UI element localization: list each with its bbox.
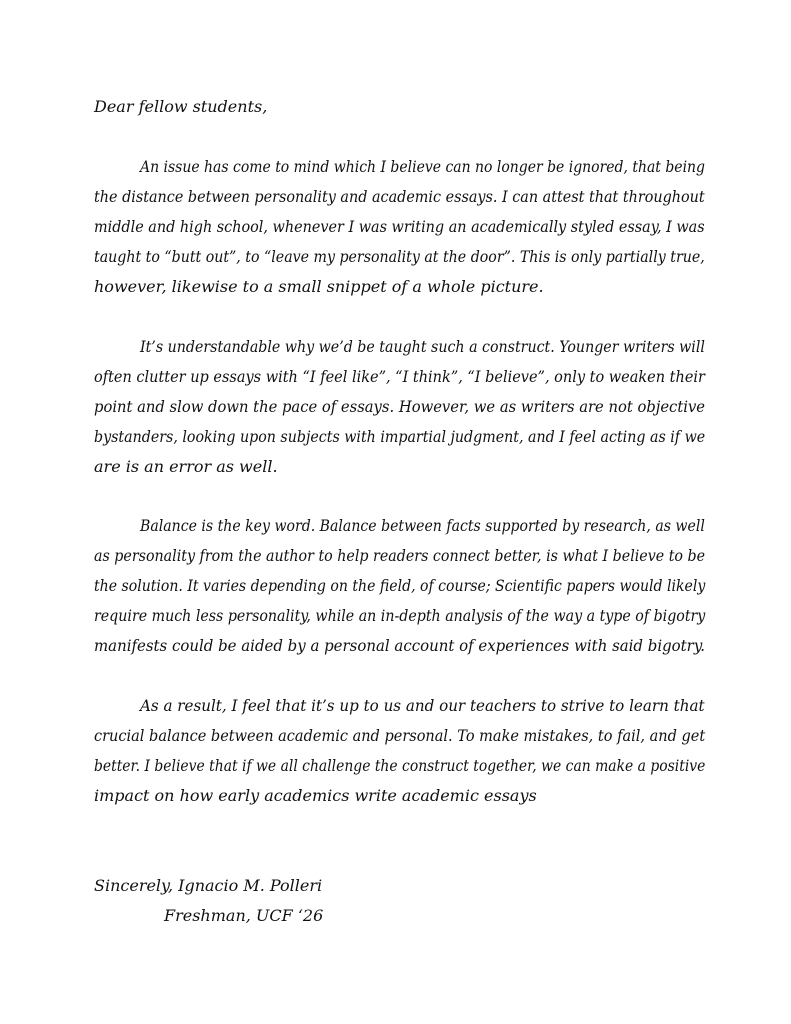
paragraph-line: manifests could be aided by a personal account of experiences with said bigotry. — [94, 636, 706, 655]
paragraph-line: require much less personality, while an in-depth analysis of the way a type of bigotry — [94, 606, 706, 625]
paragraph-line: the distance between personality and academic essays. I can attest that throughout — [94, 187, 705, 206]
greeting: Dear fellow students, — [94, 97, 268, 116]
paragraph-line: impact on how early academics write academic essays — [94, 786, 537, 805]
paragraph-line: as personality from the author to help readers connect better, is what I believe to be — [94, 546, 706, 565]
paragraph-line: crucial balance between academic and personal. To make mistakes, to fail, and get — [94, 726, 706, 745]
paragraph-line: the solution. It varies depending on the field, of course; Scientific papers would likely — [94, 576, 706, 595]
closing-signature: Sincerely, Ignacio M. Polleri — [94, 876, 323, 895]
paragraph-line: Balance is the key word. Balance between facts supported by research, as well — [140, 516, 705, 535]
paragraph-line: taught to “butt out”, to “leave my personality at the door”. This is only partially true, — [94, 247, 705, 266]
paragraph-line: As a result, I feel that it’s up to us and our teachers to strive to learn that — [140, 696, 705, 715]
paragraph-line: often clutter up essays with “I feel like”, “I think”, “I believe”, only to weaken their — [94, 367, 705, 386]
paragraph-line: It’s understandable why we’d be taught such a construct. Younger writers will — [140, 337, 705, 356]
paragraph-line: An issue has come to mind which I believe can no longer be ignored, that being — [140, 157, 705, 176]
signature-title: Freshman, UCF ‘26 — [164, 906, 324, 925]
paragraph-line: are is an error as well. — [94, 457, 278, 476]
paragraph-line: point and slow down the pace of essays. However, we as writers are not objective — [94, 397, 706, 416]
paragraph-line: however, likewise to a small snippet of a whole picture. — [94, 277, 544, 296]
paragraph-line: better. I believe that if we all challenge the construct together, we can make a positive — [94, 756, 706, 775]
paragraph-line: bystanders, looking upon subjects with impartial judgment, and I feel acting as if we — [94, 427, 706, 446]
paragraph-line: middle and high school, whenever I was writing an academically styled essay, I was — [94, 217, 705, 236]
